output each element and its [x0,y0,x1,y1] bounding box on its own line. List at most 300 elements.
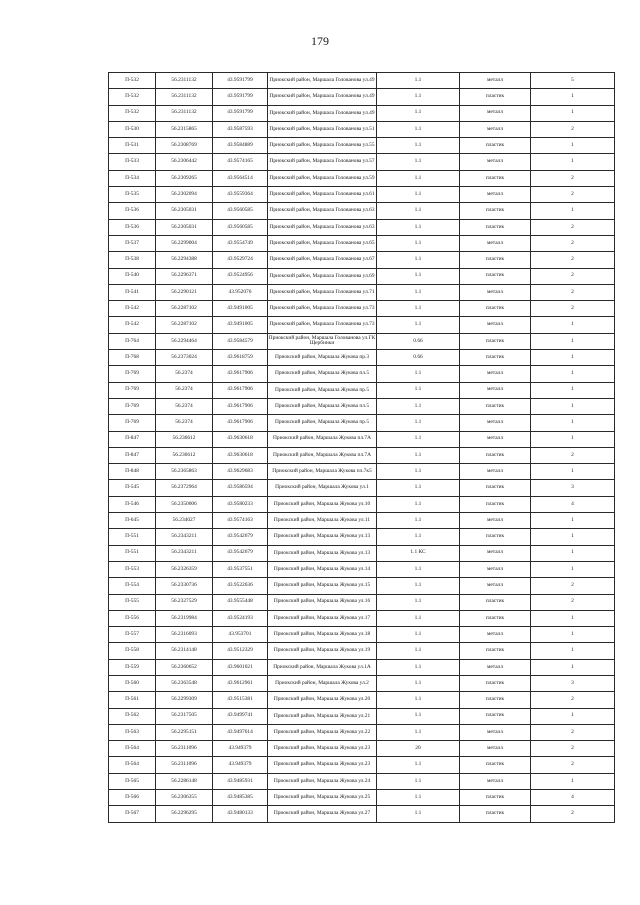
latitude-cell: 56.2302094 [156,187,213,203]
address-cell: Приокский район, Маршала Голованова ул.67 [268,252,377,268]
table-row [109,317,615,333]
table-row [109,203,615,219]
latitude-cell: 56.2299004 [156,235,213,251]
material-cell: металл [460,415,531,431]
material-cell: металл [460,627,531,643]
material-cell: пластик [460,692,531,708]
table-row [109,513,615,529]
latitude-cell: 56.236612 [156,447,213,463]
site-id-cell: П-769 [109,398,156,414]
material-cell: металл [460,317,531,333]
address-cell: Приокский район, Маршала Жукова пл.7к5 [268,464,377,480]
site-id-cell: П-561 [109,692,156,708]
volume-cell: 1.1 [377,757,460,773]
site-id-cell: П-567 [109,806,156,822]
longitude-cell: 43.9618759 [213,350,268,366]
site-id-cell: П-645 [109,513,156,529]
material-cell: пластик [460,203,531,219]
table-row [109,154,615,170]
material-cell: пластик [460,643,531,659]
site-id-cell: П-530 [109,121,156,137]
site-id-cell: П-535 [109,187,156,203]
longitude-cell: 43.9499741 [213,708,268,724]
volume-cell: 1.1 [377,268,460,284]
latitude-cell: 56.2311096 [156,741,213,757]
count-cell: 2 [531,578,615,594]
table-row [109,366,615,382]
latitude-cell: 56.2317505 [156,708,213,724]
count-cell: 1 [531,138,615,154]
latitude-cell: 56.2315865 [156,121,213,137]
material-cell: металл [460,773,531,789]
latitude-cell: 56.2319984 [156,610,213,626]
material-cell: металл [460,382,531,398]
table-row [109,480,615,496]
address-cell: Приокский район, Маршала Голованова ул.63 [268,203,377,219]
site-id-cell: П-540 [109,268,156,284]
site-id-cell: П-551 [109,545,156,561]
latitude-cell: 56.2306442 [156,154,213,170]
longitude-cell: 43.9580233 [213,496,268,512]
latitude-cell: 56.2372964 [156,480,213,496]
address-cell: Приокский район, Маршала Голованова ул.ГК Щербинки [268,333,377,349]
material-cell: металл [460,366,531,382]
count-cell: 1 [531,398,615,414]
latitude-cell: 56.2374 [156,366,213,382]
table-row [109,73,615,89]
count-cell: 4 [531,496,615,512]
volume-cell: 1.1 [377,692,460,708]
longitude-cell: 43.9529724 [213,252,268,268]
material-cell: металл [460,724,531,740]
site-id-cell: П-560 [109,675,156,691]
address-cell: Приокский район, Маршала Жукова ул.24 [268,773,377,789]
count-cell: 2 [531,724,615,740]
count-cell: 1 [531,545,615,561]
longitude-cell: 43.9591799 [213,89,268,105]
address-cell: Приокский район, Маршала Голованова ул.61 [268,187,377,203]
volume-cell: 1.1 [377,398,460,414]
table-row [109,431,615,447]
site-id-cell: П-541 [109,284,156,300]
material-cell: металл [460,154,531,170]
longitude-cell: 43.9591799 [213,73,268,89]
address-cell: Приокский район, Маршала Жукова ул.1А [268,659,377,675]
material-cell: металл [460,235,531,251]
address-cell: Приокский район, Маршала Жукова ул.23 [268,757,377,773]
count-cell: 1 [531,561,615,577]
material-cell: металл [460,105,531,121]
longitude-cell: 43.9524193 [213,610,268,626]
longitude-cell: 43.9584889 [213,138,268,154]
address-cell: Приокский район, Маршала Жукова ул.10 [268,496,377,512]
latitude-cell: 56.2294464 [156,333,213,349]
longitude-cell: 43.9542679 [213,529,268,545]
longitude-cell: 43.9617906 [213,415,268,431]
longitude-cell: 43.9524956 [213,268,268,284]
site-id-cell: П-536 [109,203,156,219]
address-cell: Приокский район, Маршала Жукова ул.1 [268,480,377,496]
count-cell: 2 [531,219,615,235]
site-id-cell: П-542 [109,317,156,333]
table-row [109,121,615,137]
count-cell: 1 [531,366,615,382]
material-cell: металл [460,513,531,529]
count-cell: 1 [531,203,615,219]
address-cell: Приокский район, Маршала Жукова ул.25 [268,790,377,806]
table-row [109,333,615,349]
count-cell: 1 [531,708,615,724]
material-cell: металл [460,187,531,203]
material-cell: пластик [460,138,531,154]
material-cell: пластик [460,89,531,105]
address-cell: Приокский район, Маршала Голованова ул.49 [268,73,377,89]
material-cell: металл [460,741,531,757]
table-row [109,398,615,414]
longitude-cell: 43.952076 [213,284,268,300]
count-cell: 2 [531,806,615,822]
address-cell: Приокский район, Маршала Жукова ул.13 [268,529,377,545]
material-cell: пластик [460,610,531,626]
latitude-cell: 56.2374 [156,398,213,414]
material-cell: пластик [460,708,531,724]
address-cell: Приокский район, Маршала Жукова ул.16 [268,594,377,610]
table-row [109,252,615,268]
latitude-cell: 56.2343211 [156,529,213,545]
count-cell: 2 [531,594,615,610]
address-cell: Приокский район, Маршала Жукова ул.19 [268,643,377,659]
address-cell: Приокский район, Маршала Жукова ул.13 [268,545,377,561]
site-id-cell: П-564 [109,757,156,773]
table-row [109,643,615,659]
latitude-cell: 56.2350006 [156,496,213,512]
material-cell: пластик [460,301,531,317]
longitude-cell: 43.9542679 [213,545,268,561]
address-cell: Приокский район, Маршала Жукова ул.15 [268,578,377,594]
volume-cell: 1.1 [377,480,460,496]
address-cell: Приокский район, Маршала Жукова пл.7А [268,447,377,463]
site-id-cell: П-534 [109,170,156,186]
longitude-cell: 43.9537551 [213,561,268,577]
latitude-cell: 56.2308769 [156,138,213,154]
site-id-cell: П-764 [109,333,156,349]
volume-cell: 1.1 [377,643,460,659]
material-cell: пластик [460,252,531,268]
site-id-cell: П-769 [109,415,156,431]
longitude-cell: 43.9560585 [213,203,268,219]
longitude-cell: 43.9497614 [213,724,268,740]
latitude-cell: 56.2287102 [156,301,213,317]
latitude-cell: 56.2314148 [156,643,213,659]
site-id-cell: П-768 [109,350,156,366]
latitude-cell: 56.2287102 [156,317,213,333]
count-cell: 1 [531,333,615,349]
table-row [109,594,615,610]
volume-cell: 1.1 КС [377,545,460,561]
site-id-cell: П-769 [109,382,156,398]
volume-cell: 20 [377,741,460,757]
longitude-cell: 43.9586594 [213,480,268,496]
count-cell: 2 [531,170,615,186]
latitude-cell: 56.2327529 [156,594,213,610]
site-id-cell: П-848 [109,464,156,480]
material-cell: пластик [460,594,531,610]
latitude-cell: 56.2365863 [156,464,213,480]
material-cell: пластик [460,447,531,463]
longitude-cell: 43.9587593 [213,121,268,137]
table-row [109,138,615,154]
volume-cell: 1.1 [377,235,460,251]
latitude-cell: 56.2299309 [156,692,213,708]
longitude-cell: 43.9512329 [213,643,268,659]
count-cell: 2 [531,268,615,284]
count-cell: 1 [531,627,615,643]
volume-cell: 1.1 [377,496,460,512]
latitude-cell: 56.2305031 [156,219,213,235]
table-row [109,773,615,789]
material-cell: пластик [460,350,531,366]
latitude-cell: 56.2305031 [156,203,213,219]
volume-cell: 1.1 [377,187,460,203]
address-cell: Приокский район, Маршала Жукова пр.3 [268,350,377,366]
count-cell: 2 [531,284,615,300]
address-cell: Приокский район, Маршала Жукова ул.18 [268,627,377,643]
latitude-cell: 56.2311096 [156,757,213,773]
address-cell: Приокский район, Маршала Жукова ул.20 [268,692,377,708]
site-id-cell: П-847 [109,447,156,463]
material-cell: металл [460,659,531,675]
table-row [109,529,615,545]
table-row [109,561,615,577]
longitude-cell: 43.9515381 [213,692,268,708]
latitude-cell: 56.2286148 [156,773,213,789]
longitude-cell: 43.9584579 [213,333,268,349]
site-id-cell: П-557 [109,627,156,643]
count-cell: 1 [531,513,615,529]
table-row [109,724,615,740]
address-cell: Приокский район, Маршала Жукова ул.2 [268,675,377,691]
volume-cell: 1.1 [377,154,460,170]
volume-cell: 1.1 [377,89,460,105]
site-id-cell: П-532 [109,105,156,121]
table-row [109,610,615,626]
longitude-cell: 43.9485931 [213,773,268,789]
site-id-cell: П-531 [109,138,156,154]
count-cell: 1 [531,415,615,431]
volume-cell: 1.1 [377,610,460,626]
volume-cell: 1.1 [377,138,460,154]
volume-cell: 1.1 [377,415,460,431]
table-row [109,757,615,773]
longitude-cell: 43.9491005 [213,301,268,317]
longitude-cell: 43.9601021 [213,659,268,675]
table-row [109,415,615,431]
volume-cell: 1.1 [377,464,460,480]
longitude-cell: 43.9560585 [213,219,268,235]
table-row [109,284,615,300]
longitude-cell: 43.9630618 [213,431,268,447]
longitude-cell: 43.9491005 [213,317,268,333]
material-cell: металл [460,464,531,480]
material-cell: металл [460,561,531,577]
site-id-cell: П-536 [109,219,156,235]
site-id-cell: П-553 [109,561,156,577]
count-cell: 2 [531,757,615,773]
volume-cell: 1.1 [377,773,460,789]
address-cell: Приокский район, Маршала Голованова ул.57 [268,154,377,170]
table-row [109,790,615,806]
material-cell: металл [460,545,531,561]
address-cell: Приокский район, Маршала Голованова ул.59 [268,170,377,186]
material-cell: пластик [460,333,531,349]
address-cell: Приокский район, Маршала Голованова ул.63 [268,219,377,235]
table-row [109,659,615,675]
table-row [109,675,615,691]
table-row [109,382,615,398]
table-row [109,578,615,594]
latitude-cell: 56.2309265 [156,170,213,186]
site-id-cell: П-565 [109,773,156,789]
latitude-cell: 56.2363548 [156,675,213,691]
table-row [109,89,615,105]
count-cell: 1 [531,773,615,789]
site-id-cell: П-564 [109,741,156,757]
site-id-cell: П-532 [109,89,156,105]
table-row [109,692,615,708]
site-id-cell: П-546 [109,496,156,512]
latitude-cell: 56.2296295 [156,806,213,822]
site-id-cell: П-563 [109,724,156,740]
address-cell: Приокский район, Маршала Голованова ул.69 [268,268,377,284]
count-cell: 2 [531,187,615,203]
site-id-cell: П-537 [109,235,156,251]
volume-cell: 1.1 [377,219,460,235]
count-cell: 3 [531,675,615,691]
table-row [109,447,615,463]
site-id-cell: П-554 [109,578,156,594]
latitude-cell: 56.2326359 [156,561,213,577]
site-id-cell: П-562 [109,708,156,724]
latitude-cell: 56.2343211 [156,545,213,561]
volume-cell: 1.1 [377,790,460,806]
table-row [109,464,615,480]
address-cell: Приокский район, Маршала Жукова пр.5 [268,382,377,398]
longitude-cell: 43.9629683 [213,464,268,480]
material-cell: пластик [460,806,531,822]
count-cell: 1 [531,154,615,170]
latitude-cell: 56.2311132 [156,89,213,105]
latitude-cell: 56.2311132 [156,73,213,89]
volume-cell: 1.1 [377,284,460,300]
latitude-cell: 56.2374 [156,415,213,431]
count-cell: 2 [531,121,615,137]
address-cell: Приокский район, Маршала Голованова ул.71 [268,284,377,300]
volume-cell: 1.1 [377,447,460,463]
volume-cell: 1.1 [377,513,460,529]
table-body [109,73,615,823]
site-id-cell: П-769 [109,366,156,382]
site-id-cell: П-533 [109,154,156,170]
longitude-cell: 43.9559364 [213,187,268,203]
latitude-cell: 56.2360652 [156,659,213,675]
volume-cell: 1.1 [377,317,460,333]
volume-cell: 1.1 [377,431,460,447]
longitude-cell: 43.9617906 [213,398,268,414]
volume-cell: 1.1 [377,675,460,691]
material-cell: пластик [460,675,531,691]
latitude-cell: 56.236612 [156,431,213,447]
longitude-cell: 43.9522636 [213,578,268,594]
table-row [109,496,615,512]
latitude-cell: 56.2373024 [156,350,213,366]
latitude-cell: 56.2290121 [156,284,213,300]
table-row [109,105,615,121]
longitude-cell: 43.9480133 [213,806,268,822]
address-cell: Приокский район, Маршала Голованова ул.49 [268,105,377,121]
latitude-cell: 56.2330736 [156,578,213,594]
longitude-cell: 43.9564514 [213,170,268,186]
container-sites-table [108,72,607,823]
address-cell: Приокский район, Маршала Жукова ул.21 [268,708,377,724]
volume-cell: 1.1 [377,708,460,724]
volume-cell: 1.1 [377,659,460,675]
volume-cell: 1.1 [377,301,460,317]
material-cell: пластик [460,219,531,235]
longitude-cell: 43.949379 [213,757,268,773]
address-cell: Приокский район, Маршала Жукова пл.5 [268,398,377,414]
address-cell: Приокский район, Маршала Жукова пр.5 [268,415,377,431]
address-cell: Приокский район, Маршала Жукова ул.11 [268,513,377,529]
address-cell: Приокский район, Маршала Голованова ул.65 [268,235,377,251]
latitude-cell: 56.2374 [156,382,213,398]
volume-cell: 1.1 [377,594,460,610]
latitude-cell: 56.2296371 [156,268,213,284]
material-cell: пластик [460,757,531,773]
volume-cell: 0.66 [377,350,460,366]
count-cell: 1 [531,643,615,659]
site-id-cell: П-559 [109,659,156,675]
volume-cell: 1.1 [377,806,460,822]
volume-cell: 1.1 [377,203,460,219]
material-cell: пластик [460,496,531,512]
count-cell: 2 [531,235,615,251]
volume-cell: 1.1 [377,366,460,382]
address-cell: Приокский район, Маршала Голованова ул.49 [268,89,377,105]
table-row [109,301,615,317]
latitude-cell: 56.234027 [156,513,213,529]
site-id-cell: П-545 [109,480,156,496]
material-cell: металл [460,121,531,137]
page-number: 179 [311,34,329,48]
latitude-cell: 56.2311132 [156,105,213,121]
count-cell: 2 [531,447,615,463]
material-cell: пластик [460,790,531,806]
volume-cell: 1.1 [377,252,460,268]
count-cell: 2 [531,301,615,317]
table-row [109,268,615,284]
volume-cell: 1.1 [377,578,460,594]
count-cell: 2 [531,692,615,708]
count-cell: 3 [531,480,615,496]
count-cell: 1 [531,464,615,480]
longitude-cell: 43.9485385 [213,790,268,806]
table-row [109,627,615,643]
longitude-cell: 43.9591799 [213,105,268,121]
latitude-cell: 56.2306355 [156,790,213,806]
volume-cell: 0.66 [377,333,460,349]
table-row [109,187,615,203]
longitude-cell: 43.9630618 [213,447,268,463]
